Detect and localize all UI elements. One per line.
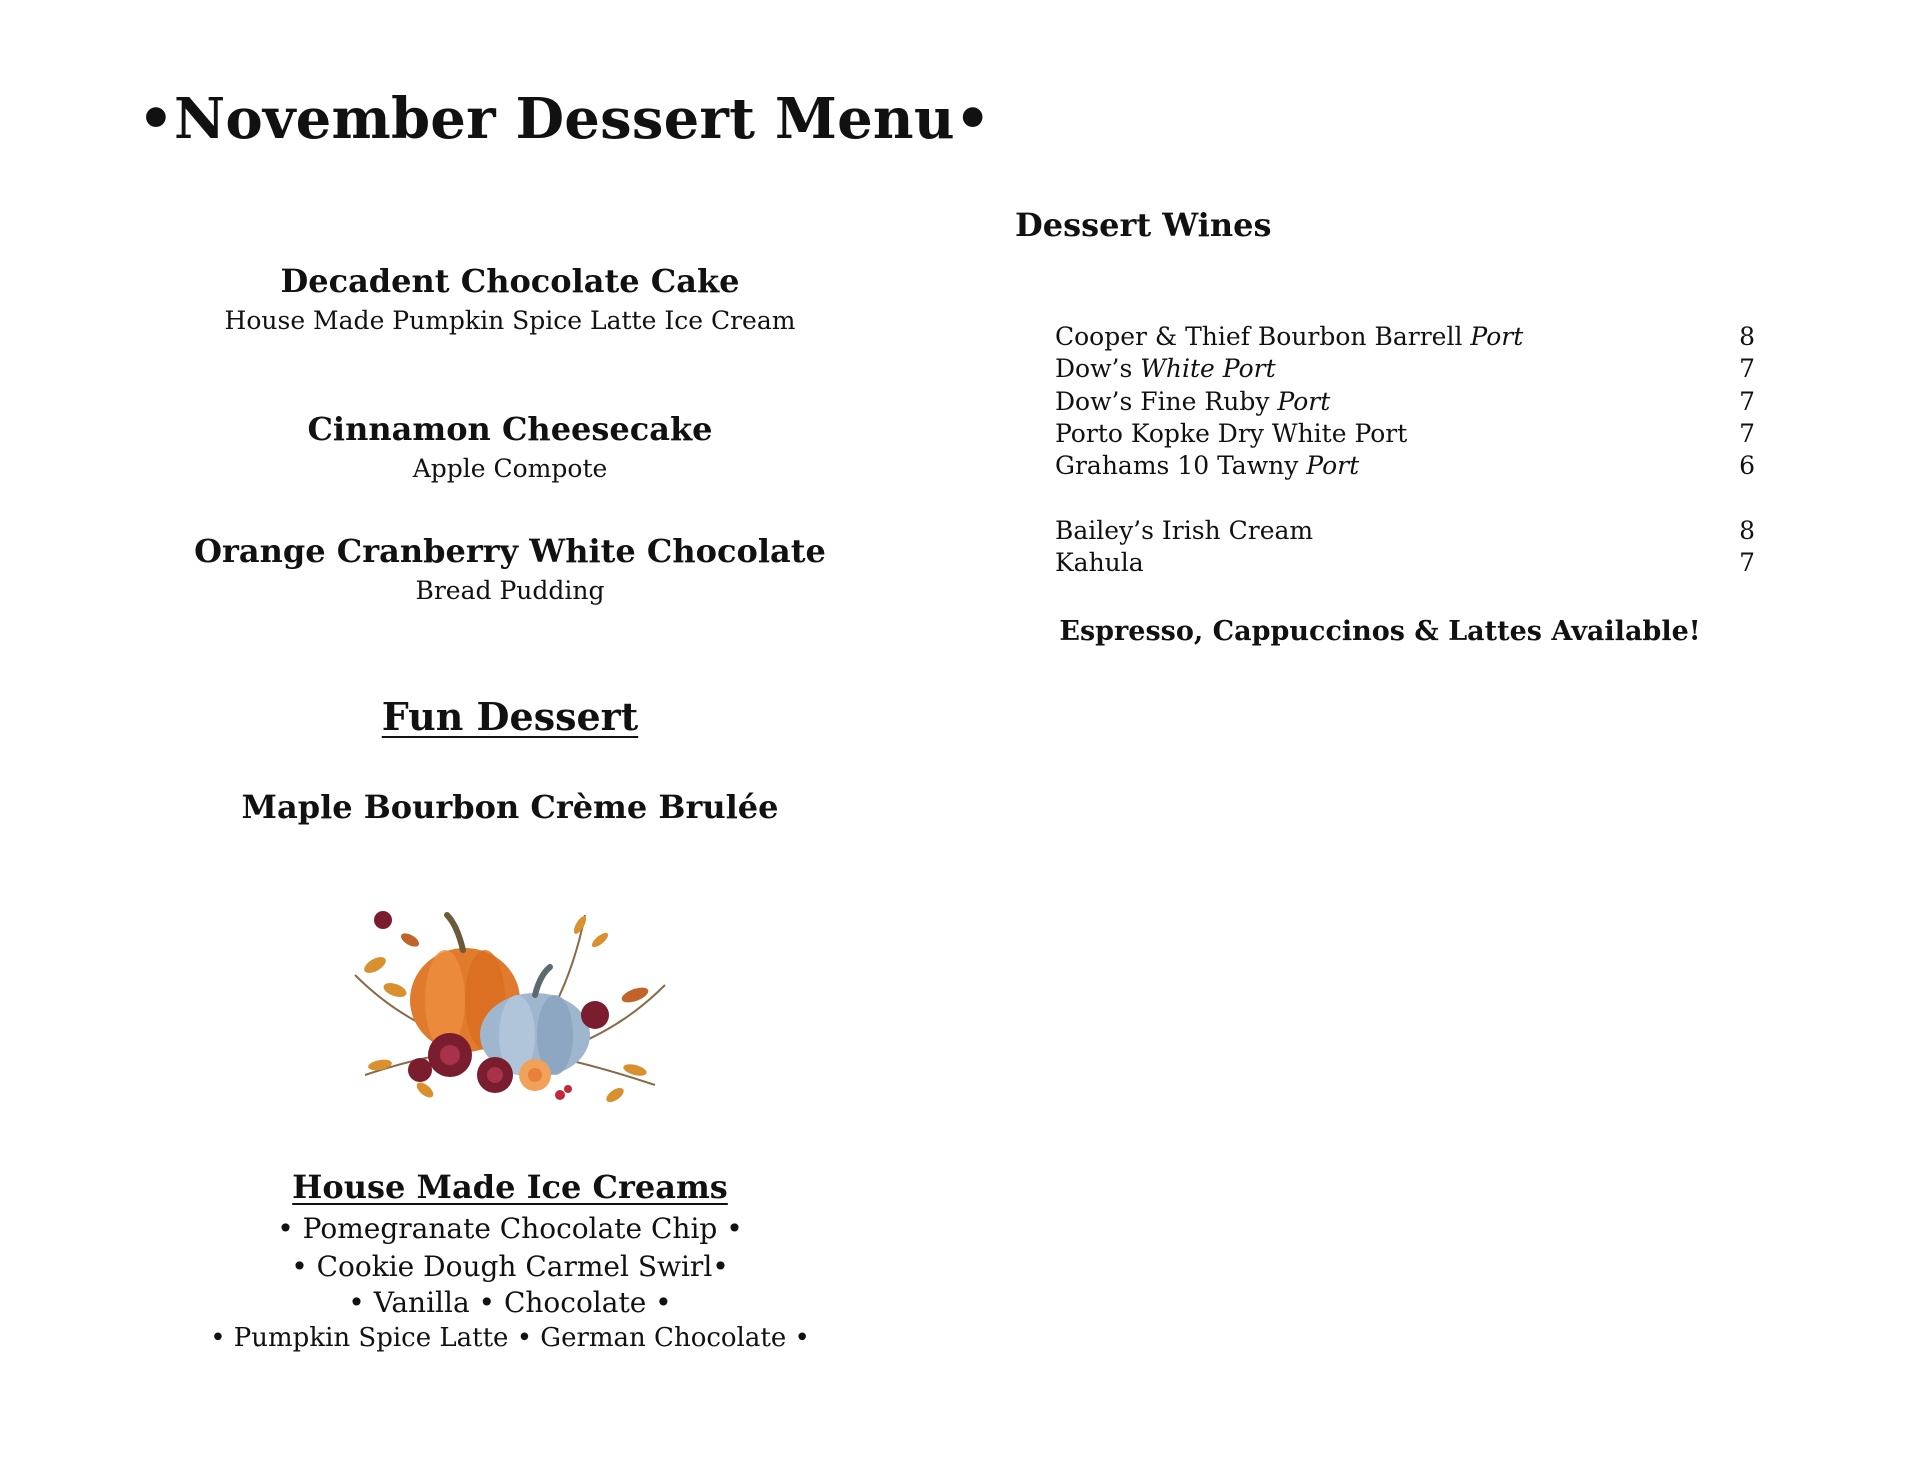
wine-price: 7 bbox=[1739, 387, 1755, 416]
wine-row bbox=[1055, 548, 1755, 580]
wine-row bbox=[1055, 516, 1755, 548]
wine-price: 8 bbox=[1739, 322, 1755, 351]
wine-name: Kahula bbox=[1055, 548, 1144, 577]
ice-cream-line: • Pomegranate Chocolate Chip • bbox=[277, 1212, 743, 1245]
ice-cream-line: • Cookie Dough Carmel Swirl• bbox=[291, 1250, 729, 1283]
wine-row bbox=[1055, 354, 1755, 386]
menu-title: •November Dessert Menu• bbox=[138, 86, 991, 152]
dessert-name: Orange Cranberry White Chocolate bbox=[194, 532, 826, 570]
ice-creams-heading: House Made Ice Creams bbox=[292, 1168, 728, 1206]
dessert-name: Decadent Chocolate Cake bbox=[280, 262, 740, 300]
ice-cream-line: • Pumpkin Spice Latte • German Chocolate • bbox=[210, 1323, 810, 1353]
wine-price: 8 bbox=[1739, 516, 1755, 545]
wine-name: Porto Kopke Dry White Port bbox=[1055, 419, 1408, 448]
fun-dessert-item: Maple Bourbon Crème Brulée bbox=[241, 788, 779, 826]
wine-row bbox=[1055, 451, 1755, 483]
espresso-note: Espresso, Cappuccinos & Lattes Available! bbox=[1059, 616, 1701, 647]
wine-price: 7 bbox=[1739, 354, 1755, 383]
wine-name: Dow’s Fine Ruby Port bbox=[1055, 387, 1331, 416]
dessert-description: Apple Compote bbox=[412, 454, 608, 483]
wine-row bbox=[1055, 387, 1755, 419]
wine-name: Cooper & Thief Bourbon Barrell Port bbox=[1055, 322, 1524, 351]
dessert-wines-heading: Dessert Wines bbox=[1015, 206, 1272, 244]
pumpkin-floral-bouquet-icon bbox=[335, 885, 685, 1120]
wine-name: Dow’s White Port bbox=[1055, 354, 1276, 383]
wine-price: 7 bbox=[1739, 419, 1755, 448]
dessert-name: Cinnamon Cheesecake bbox=[307, 410, 713, 448]
wine-name: Grahams 10 Tawny Port bbox=[1055, 451, 1360, 480]
wine-price: 6 bbox=[1739, 451, 1755, 480]
wine-name: Bailey’s Irish Cream bbox=[1055, 516, 1314, 545]
ice-cream-line: • Vanilla • Chocolate • bbox=[348, 1286, 672, 1319]
wine-price: 7 bbox=[1739, 548, 1755, 577]
wine-row bbox=[1055, 322, 1755, 354]
wine-row bbox=[1055, 419, 1755, 451]
fun-dessert-heading: Fun Dessert bbox=[381, 694, 639, 739]
dessert-description: House Made Pumpkin Spice Latte Ice Cream bbox=[224, 306, 796, 335]
dessert-description: Bread Pudding bbox=[415, 576, 605, 605]
